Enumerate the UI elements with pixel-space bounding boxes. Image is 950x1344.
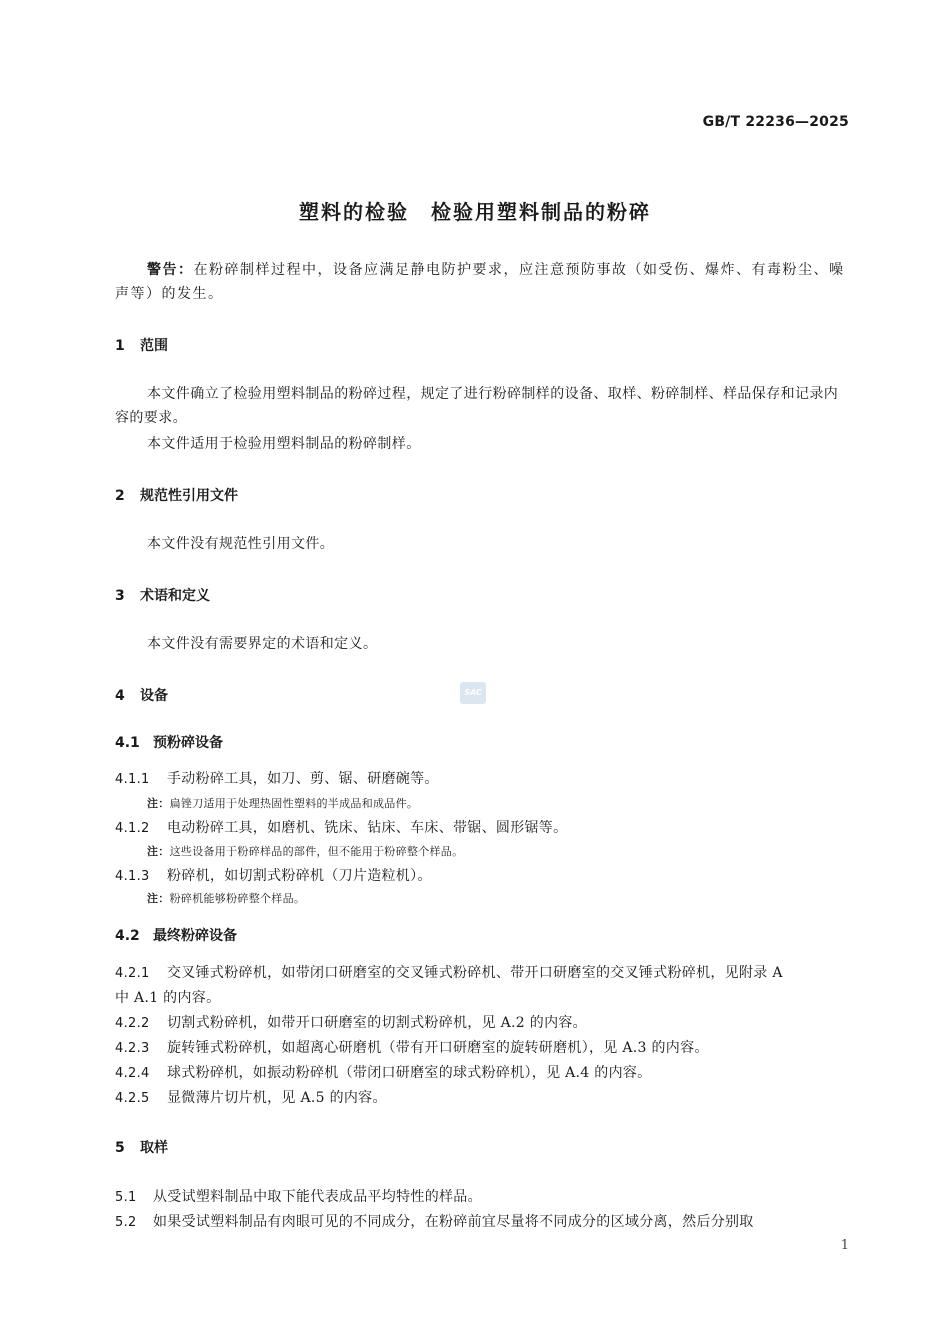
item-number: 4.1.1 [115,772,150,787]
item-5-2 [115,1211,754,1231]
item-4-2-3 [115,1037,709,1057]
section-number: 2 [115,488,125,504]
item-number: 4.2.4 [115,1066,150,1081]
note-label: 注： [147,797,170,810]
section-4-heading [115,685,168,705]
item-text: 球式粉碎机，如振动粉碎机（带闭口研磨室的球式粉碎机），见 A.4 的内容。 [167,1065,652,1081]
subsection-number: 4.1 [115,735,140,751]
warning-paragraph [115,258,850,306]
note-text: 粉碎机能够粉碎整个样品。 [169,892,306,905]
item-number: 4.2.1 [115,966,150,981]
item-4-1-2 [115,817,567,837]
item-4-2-5 [115,1087,387,1107]
item-4-2-4 [115,1062,651,1082]
page-number: 1 [840,1238,849,1253]
section-title: 规范性引用文件 [140,488,238,504]
standard-number: GB/T 22236—2025 [702,114,849,130]
section-number: 5 [115,1140,125,1156]
note-4-1-2 [147,843,463,859]
item-text: 从受试塑料制品中取下能代表成品平均特性的样品。 [153,1189,482,1205]
section-2-paragraph: 本文件没有规范性引用文件。 [147,536,335,552]
note-text: 这些设备用于粉碎样品的部件，但不能用于粉碎整个样品。 [169,845,464,858]
item-number: 5.2 [115,1215,137,1230]
section-1-heading [115,335,168,355]
item-text: 手动粉碎工具，如刀、剪、锯、研磨碗等。 [167,771,439,787]
section-number: 4 [115,688,125,704]
item-text: 电动粉碎工具，如磨机、铣床、钻床、车床、带锯、圆形锯等。 [167,820,568,836]
section-title: 范围 [140,338,168,354]
section-3-heading [115,585,210,605]
item-text: 如果受试塑料制品有肉眼可见的不同成分，在粉碎前宜尽量将不同成分的区域分离，然后分别取 [153,1214,754,1230]
section-2-heading [115,485,238,505]
item-text: 显微薄片切片机，见 A.5 的内容。 [167,1090,387,1106]
note-4-1-1 [147,795,418,811]
warning-text: 在粉碎制样过程中，设备应满足静电防护要求，应注意预防事故（如受伤、爆炸、有毒粉尘、噪声等）的发生。 [115,262,845,302]
document-title: 塑料的检验 检验用塑料制品的粉碎 [299,200,651,224]
item-number: 4.2.2 [115,1016,150,1031]
note-label: 注： [147,845,170,858]
section-1-paragraph-1: 本文件确立了检验用塑料制品的粉碎过程，规定了进行粉碎制样的设备、取样、粉碎制样、样品保存和记录内容的要求。 [115,386,839,426]
item-text: 粉碎机，如切割式粉碎机（刀片造粒机）。 [167,868,432,884]
item-4-1-3 [115,865,432,885]
note-4-1-3 [147,890,305,906]
subsection-4-1-heading [115,732,223,752]
section-3-paragraph: 本文件没有需要界定的术语和定义。 [147,636,378,652]
section-title: 术语和定义 [140,588,210,604]
section-number: 1 [115,338,125,354]
item-number: 4.2.5 [115,1091,150,1106]
item-text: 旋转锤式粉碎机，如超离心研磨机（带有开口研磨室的旋转研磨机），见 A.3 的内容。 [167,1040,709,1056]
section-number: 3 [115,588,125,604]
item-4-1-1 [115,768,439,788]
item-4-2-1 [115,962,783,982]
item-number: 5.1 [115,1190,137,1205]
item-number: 4.2.3 [115,1041,150,1056]
note-text: 扁锉刀适用于处理热固性塑料的半成品和成品件。 [169,797,419,810]
item-4-2-2 [115,1012,587,1032]
note-label: 注： [147,892,170,905]
section-title: 取样 [140,1140,168,1156]
subsection-number: 4.2 [115,928,140,944]
section-1-paragraph-2: 本文件适用于检验用塑料制品的粉碎制样。 [147,436,421,452]
subsection-4-2-heading [115,925,237,945]
section-title: 设备 [140,688,168,704]
section-5-heading [115,1137,168,1157]
item-text: 交叉锤式粉碎机，如带闭口研磨室的交叉锤式粉碎机、带开口研磨室的交叉锤式粉碎机，见附录 A [167,965,783,981]
item-text: 切割式粉碎机，如带开口研磨室的切割式粉碎机，见 A.2 的内容。 [167,1015,587,1031]
item-5-1 [115,1186,482,1206]
warning-label: 警告： [147,262,194,278]
subsection-title: 预粉碎设备 [153,735,223,751]
sac-watermark-logo: SAC [460,682,486,704]
item-number: 4.1.3 [115,869,150,884]
item-number: 4.1.2 [115,821,150,836]
subsection-title: 最终粉碎设备 [153,928,237,944]
item-4-2-1-continuation: 中 A.1 的内容。 [115,990,221,1006]
